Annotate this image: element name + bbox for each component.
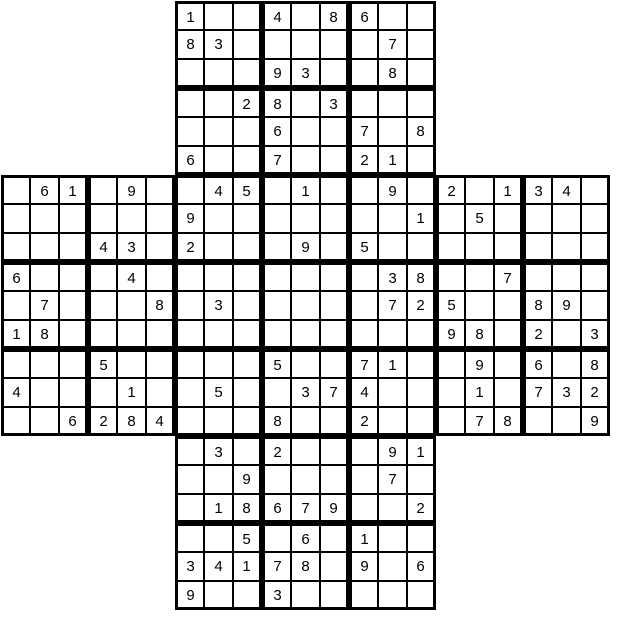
sudoku-cell-empty[interactable] — [378, 581, 407, 610]
sudoku-cell-given[interactable]: 4 — [349, 378, 378, 407]
sudoku-cell-given[interactable]: 1 — [465, 378, 494, 407]
sudoku-cell-given[interactable]: 2 — [581, 378, 610, 407]
sudoku-cell-empty[interactable] — [204, 349, 233, 378]
sudoku-cell-empty[interactable] — [175, 436, 204, 465]
sudoku-cell-empty[interactable] — [1, 349, 30, 378]
sudoku-cell-given[interactable]: 3 — [204, 291, 233, 320]
sudoku-cell-empty[interactable] — [291, 204, 320, 233]
sudoku-cell-given[interactable]: 8 — [407, 117, 436, 146]
sudoku-cell-empty[interactable] — [581, 233, 610, 262]
sudoku-cell-given[interactable]: 8 — [465, 320, 494, 349]
sudoku-cell-empty[interactable] — [552, 349, 581, 378]
sudoku-cell-given[interactable]: 4 — [146, 407, 175, 436]
sudoku-cell-empty[interactable] — [407, 146, 436, 175]
sudoku-cell-empty[interactable] — [436, 378, 465, 407]
sudoku-cell-empty[interactable] — [407, 581, 436, 610]
sudoku-cell-empty[interactable] — [378, 552, 407, 581]
sudoku-cell-empty[interactable] — [320, 146, 349, 175]
sudoku-cell-given[interactable]: 7 — [320, 378, 349, 407]
sudoku-cell-empty[interactable] — [59, 378, 88, 407]
sudoku-cell-empty[interactable] — [349, 88, 378, 117]
sudoku-cell-given[interactable]: 2 — [88, 407, 117, 436]
sudoku-cell-given[interactable]: 8 — [262, 407, 291, 436]
sudoku-cell-empty[interactable] — [175, 349, 204, 378]
sudoku-cell-empty[interactable] — [378, 233, 407, 262]
sudoku-cell-empty[interactable] — [1, 291, 30, 320]
sudoku-cell-given[interactable]: 3 — [175, 552, 204, 581]
sudoku-cell-given[interactable]: 8 — [320, 1, 349, 30]
sudoku-cell-empty[interactable] — [436, 407, 465, 436]
sudoku-cell-empty[interactable] — [407, 465, 436, 494]
sudoku-cell-given[interactable]: 5 — [204, 378, 233, 407]
sudoku-cell-empty[interactable] — [204, 1, 233, 30]
sudoku-cell-given[interactable]: 3 — [320, 88, 349, 117]
sudoku-cell-empty[interactable] — [262, 291, 291, 320]
sudoku-cell-empty[interactable] — [291, 465, 320, 494]
sudoku-cell-empty[interactable] — [436, 204, 465, 233]
sudoku-cell-empty[interactable] — [262, 262, 291, 291]
sudoku-cell-given[interactable]: 3 — [581, 320, 610, 349]
sudoku-cell-given[interactable]: 7 — [465, 407, 494, 436]
sudoku-cell-empty[interactable] — [320, 117, 349, 146]
sudoku-cell-empty[interactable] — [262, 320, 291, 349]
sudoku-cell-given[interactable]: 3 — [204, 30, 233, 59]
sudoku-cell-empty[interactable] — [349, 291, 378, 320]
sudoku-cell-given[interactable]: 9 — [378, 436, 407, 465]
sudoku-cell-given[interactable]: 2 — [349, 407, 378, 436]
sudoku-cell-given[interactable]: 4 — [262, 1, 291, 30]
sudoku-cell-empty[interactable] — [465, 175, 494, 204]
sudoku-cell-given[interactable]: 2 — [523, 320, 552, 349]
sudoku-cell-given[interactable]: 5 — [233, 175, 262, 204]
sudoku-cell-empty[interactable] — [378, 378, 407, 407]
sudoku-cell-given[interactable]: 5 — [233, 523, 262, 552]
sudoku-cell-given[interactable]: 1 — [407, 436, 436, 465]
sudoku-cell-given[interactable]: 5 — [436, 291, 465, 320]
sudoku-cell-empty[interactable] — [436, 233, 465, 262]
sudoku-cell-empty[interactable] — [233, 320, 262, 349]
sudoku-cell-given[interactable]: 9 — [465, 349, 494, 378]
sudoku-cell-empty[interactable] — [407, 233, 436, 262]
sudoku-cell-given[interactable]: 2 — [262, 436, 291, 465]
sudoku-cell-given[interactable]: 4 — [204, 175, 233, 204]
sudoku-cell-empty[interactable] — [59, 233, 88, 262]
sudoku-cell-empty[interactable] — [407, 523, 436, 552]
sudoku-cell-empty[interactable] — [59, 204, 88, 233]
sudoku-cell-given[interactable]: 1 — [59, 175, 88, 204]
sudoku-cell-empty[interactable] — [262, 378, 291, 407]
sudoku-cell-empty[interactable] — [465, 291, 494, 320]
sudoku-cell-empty[interactable] — [88, 291, 117, 320]
sudoku-cell-empty[interactable] — [30, 349, 59, 378]
sudoku-cell-given[interactable]: 9 — [378, 175, 407, 204]
sudoku-cell-empty[interactable] — [59, 291, 88, 320]
sudoku-cell-empty[interactable] — [175, 320, 204, 349]
sudoku-cell-given[interactable]: 2 — [436, 175, 465, 204]
sudoku-cell-empty[interactable] — [262, 30, 291, 59]
sudoku-cell-given[interactable]: 3 — [262, 581, 291, 610]
sudoku-cell-empty[interactable] — [407, 175, 436, 204]
sudoku-cell-given[interactable]: 7 — [378, 465, 407, 494]
sudoku-cell-empty[interactable] — [407, 30, 436, 59]
sudoku-cell-empty[interactable] — [59, 262, 88, 291]
sudoku-cell-empty[interactable] — [523, 204, 552, 233]
sudoku-cell-empty[interactable] — [233, 407, 262, 436]
sudoku-cell-empty[interactable] — [349, 175, 378, 204]
sudoku-cell-empty[interactable] — [204, 204, 233, 233]
sudoku-cell-given[interactable]: 8 — [146, 291, 175, 320]
sudoku-cell-empty[interactable] — [175, 523, 204, 552]
sudoku-cell-empty[interactable] — [320, 523, 349, 552]
sudoku-cell-empty[interactable] — [88, 320, 117, 349]
sudoku-cell-given[interactable]: 8 — [233, 494, 262, 523]
sudoku-cell-empty[interactable] — [320, 204, 349, 233]
sudoku-cell-empty[interactable] — [204, 59, 233, 88]
sudoku-cell-empty[interactable] — [1, 175, 30, 204]
sudoku-cell-empty[interactable] — [262, 233, 291, 262]
sudoku-cell-given[interactable]: 8 — [378, 59, 407, 88]
sudoku-cell-empty[interactable] — [407, 88, 436, 117]
sudoku-cell-given[interactable]: 9 — [262, 59, 291, 88]
sudoku-cell-empty[interactable] — [291, 320, 320, 349]
sudoku-cell-empty[interactable] — [494, 204, 523, 233]
sudoku-cell-empty[interactable] — [175, 291, 204, 320]
sudoku-cell-empty[interactable] — [117, 320, 146, 349]
sudoku-cell-empty[interactable] — [552, 320, 581, 349]
sudoku-cell-empty[interactable] — [233, 204, 262, 233]
sudoku-cell-given[interactable]: 1 — [1, 320, 30, 349]
sudoku-cell-empty[interactable] — [30, 262, 59, 291]
sudoku-cell-empty[interactable] — [407, 59, 436, 88]
sudoku-cell-empty[interactable] — [320, 59, 349, 88]
sudoku-cell-empty[interactable] — [204, 233, 233, 262]
sudoku-cell-empty[interactable] — [407, 320, 436, 349]
sudoku-cell-given[interactable]: 8 — [407, 262, 436, 291]
sudoku-cell-given[interactable]: 8 — [581, 349, 610, 378]
sudoku-cell-empty[interactable] — [436, 349, 465, 378]
sudoku-cell-given[interactable]: 4 — [552, 175, 581, 204]
sudoku-cell-empty[interactable] — [233, 117, 262, 146]
sudoku-cell-empty[interactable] — [204, 465, 233, 494]
sudoku-cell-empty[interactable] — [204, 523, 233, 552]
sudoku-cell-empty[interactable] — [88, 204, 117, 233]
sudoku-cell-empty[interactable] — [320, 175, 349, 204]
sudoku-cell-empty[interactable] — [175, 117, 204, 146]
sudoku-cell-empty[interactable] — [233, 291, 262, 320]
sudoku-cell-given[interactable]: 8 — [175, 30, 204, 59]
sudoku-cell-empty[interactable] — [494, 291, 523, 320]
sudoku-cell-empty[interactable] — [233, 436, 262, 465]
sudoku-cell-given[interactable]: 1 — [291, 175, 320, 204]
sudoku-cell-empty[interactable] — [146, 175, 175, 204]
sudoku-cell-empty[interactable] — [349, 262, 378, 291]
sudoku-cell-empty[interactable] — [291, 262, 320, 291]
sudoku-cell-empty[interactable] — [291, 30, 320, 59]
sudoku-cell-empty[interactable] — [59, 320, 88, 349]
sudoku-cell-given[interactable]: 1 — [407, 204, 436, 233]
sudoku-cell-empty[interactable] — [436, 262, 465, 291]
sudoku-cell-empty[interactable] — [117, 291, 146, 320]
sudoku-cell-empty[interactable] — [291, 291, 320, 320]
sudoku-cell-empty[interactable] — [407, 349, 436, 378]
sudoku-cell-empty[interactable] — [291, 117, 320, 146]
sudoku-cell-empty[interactable] — [581, 291, 610, 320]
sudoku-cell-empty[interactable] — [378, 407, 407, 436]
sudoku-cell-empty[interactable] — [117, 204, 146, 233]
sudoku-cell-empty[interactable] — [175, 88, 204, 117]
sudoku-cell-empty[interactable] — [320, 436, 349, 465]
sudoku-cell-empty[interactable] — [320, 581, 349, 610]
sudoku-cell-given[interactable]: 7 — [349, 117, 378, 146]
sudoku-cell-given[interactable]: 6 — [291, 523, 320, 552]
sudoku-cell-empty[interactable] — [320, 291, 349, 320]
sudoku-cell-given[interactable]: 9 — [436, 320, 465, 349]
sudoku-cell-given[interactable]: 6 — [59, 407, 88, 436]
sudoku-cell-empty[interactable] — [146, 349, 175, 378]
sudoku-cell-empty[interactable] — [349, 465, 378, 494]
sudoku-cell-empty[interactable] — [291, 1, 320, 30]
sudoku-cell-empty[interactable] — [146, 204, 175, 233]
sudoku-cell-empty[interactable] — [465, 233, 494, 262]
sudoku-cell-given[interactable]: 1 — [349, 523, 378, 552]
sudoku-cell-empty[interactable] — [407, 1, 436, 30]
sudoku-cell-empty[interactable] — [233, 378, 262, 407]
sudoku-cell-given[interactable]: 9 — [175, 204, 204, 233]
sudoku-cell-empty[interactable] — [291, 349, 320, 378]
sudoku-cell-empty[interactable] — [349, 30, 378, 59]
sudoku-cell-given[interactable]: 6 — [262, 117, 291, 146]
sudoku-cell-empty[interactable] — [175, 407, 204, 436]
sudoku-cell-given[interactable]: 7 — [30, 291, 59, 320]
sudoku-cell-empty[interactable] — [204, 117, 233, 146]
sudoku-cell-empty[interactable] — [523, 262, 552, 291]
sudoku-cell-empty[interactable] — [378, 320, 407, 349]
sudoku-cell-empty[interactable] — [30, 204, 59, 233]
sudoku-cell-empty[interactable] — [320, 465, 349, 494]
sudoku-cell-empty[interactable] — [233, 146, 262, 175]
sudoku-cell-empty[interactable] — [30, 378, 59, 407]
sudoku-cell-empty[interactable] — [233, 30, 262, 59]
sudoku-cell-given[interactable]: 9 — [175, 581, 204, 610]
sudoku-cell-given[interactable]: 1 — [175, 1, 204, 30]
sudoku-cell-empty[interactable] — [320, 320, 349, 349]
sudoku-cell-empty[interactable] — [233, 349, 262, 378]
sudoku-cell-given[interactable]: 9 — [552, 291, 581, 320]
sudoku-cell-empty[interactable] — [552, 204, 581, 233]
sudoku-cell-empty[interactable] — [320, 262, 349, 291]
sudoku-cell-given[interactable]: 1 — [204, 494, 233, 523]
sudoku-cell-empty[interactable] — [146, 320, 175, 349]
sudoku-cell-given[interactable]: 9 — [117, 175, 146, 204]
sudoku-cell-given[interactable]: 1 — [378, 146, 407, 175]
sudoku-cell-given[interactable]: 3 — [117, 233, 146, 262]
sudoku-cell-empty[interactable] — [291, 436, 320, 465]
sudoku-cell-empty[interactable] — [291, 581, 320, 610]
sudoku-cell-given[interactable]: 3 — [552, 378, 581, 407]
sudoku-cell-empty[interactable] — [262, 523, 291, 552]
sudoku-cell-given[interactable]: 3 — [291, 378, 320, 407]
sudoku-cell-given[interactable]: 3 — [378, 262, 407, 291]
sudoku-cell-given[interactable]: 7 — [494, 262, 523, 291]
sudoku-cell-empty[interactable] — [349, 581, 378, 610]
sudoku-cell-empty[interactable] — [175, 378, 204, 407]
sudoku-cell-given[interactable]: 1 — [378, 349, 407, 378]
sudoku-cell-empty[interactable] — [320, 30, 349, 59]
sudoku-cell-empty[interactable] — [233, 1, 262, 30]
sudoku-cell-given[interactable]: 1 — [233, 552, 262, 581]
sudoku-cell-given[interactable]: 9 — [349, 552, 378, 581]
sudoku-cell-given[interactable]: 3 — [204, 436, 233, 465]
sudoku-cell-given[interactable]: 6 — [175, 146, 204, 175]
sudoku-cell-empty[interactable] — [262, 465, 291, 494]
sudoku-cell-given[interactable]: 7 — [523, 378, 552, 407]
sudoku-cell-given[interactable]: 2 — [407, 291, 436, 320]
sudoku-cell-empty[interactable] — [581, 204, 610, 233]
sudoku-cell-empty[interactable] — [146, 262, 175, 291]
sudoku-cell-empty[interactable] — [494, 378, 523, 407]
sudoku-cell-given[interactable]: 5 — [262, 349, 291, 378]
sudoku-cell-given[interactable]: 7 — [262, 146, 291, 175]
sudoku-cell-empty[interactable] — [204, 581, 233, 610]
sudoku-cell-empty[interactable] — [175, 262, 204, 291]
sudoku-cell-given[interactable]: 7 — [349, 349, 378, 378]
sudoku-cell-empty[interactable] — [378, 204, 407, 233]
sudoku-cell-empty[interactable] — [349, 204, 378, 233]
sudoku-cell-empty[interactable] — [175, 59, 204, 88]
sudoku-cell-empty[interactable] — [581, 175, 610, 204]
sudoku-cell-empty[interactable] — [291, 146, 320, 175]
sudoku-cell-given[interactable]: 8 — [117, 407, 146, 436]
sudoku-cell-given[interactable]: 5 — [88, 349, 117, 378]
sudoku-cell-empty[interactable] — [262, 175, 291, 204]
sudoku-cell-empty[interactable] — [175, 494, 204, 523]
sudoku-cell-empty[interactable] — [494, 349, 523, 378]
sudoku-cell-empty[interactable] — [378, 1, 407, 30]
sudoku-cell-given[interactable]: 6 — [349, 1, 378, 30]
sudoku-cell-given[interactable]: 6 — [262, 494, 291, 523]
sudoku-cell-empty[interactable] — [378, 523, 407, 552]
sudoku-cell-empty[interactable] — [523, 407, 552, 436]
sudoku-cell-empty[interactable] — [552, 233, 581, 262]
sudoku-cell-given[interactable]: 7 — [378, 30, 407, 59]
sudoku-cell-given[interactable]: 4 — [1, 378, 30, 407]
sudoku-cell-empty[interactable] — [204, 320, 233, 349]
sudoku-cell-given[interactable]: 4 — [204, 552, 233, 581]
sudoku-cell-given[interactable]: 6 — [30, 175, 59, 204]
sudoku-cell-empty[interactable] — [233, 581, 262, 610]
sudoku-cell-empty[interactable] — [349, 320, 378, 349]
sudoku-cell-given[interactable]: 9 — [581, 407, 610, 436]
sudoku-cell-given[interactable]: 3 — [523, 175, 552, 204]
sudoku-cell-given[interactable]: 8 — [494, 407, 523, 436]
sudoku-cell-empty[interactable] — [320, 349, 349, 378]
sudoku-cell-empty[interactable] — [88, 175, 117, 204]
sudoku-cell-empty[interactable] — [233, 233, 262, 262]
sudoku-cell-empty[interactable] — [349, 494, 378, 523]
sudoku-cell-empty[interactable] — [204, 407, 233, 436]
sudoku-cell-empty[interactable] — [175, 465, 204, 494]
sudoku-cell-empty[interactable] — [494, 320, 523, 349]
sudoku-cell-empty[interactable] — [146, 233, 175, 262]
sudoku-cell-empty[interactable] — [1, 407, 30, 436]
sudoku-cell-empty[interactable] — [1, 204, 30, 233]
sudoku-cell-empty[interactable] — [59, 349, 88, 378]
sudoku-cell-empty[interactable] — [320, 407, 349, 436]
sudoku-cell-given[interactable]: 6 — [1, 262, 30, 291]
sudoku-cell-given[interactable]: 2 — [407, 494, 436, 523]
sudoku-cell-given[interactable]: 7 — [291, 494, 320, 523]
sudoku-cell-given[interactable]: 9 — [291, 233, 320, 262]
sudoku-cell-empty[interactable] — [204, 88, 233, 117]
sudoku-cell-given[interactable]: 4 — [88, 233, 117, 262]
sudoku-cell-given[interactable]: 8 — [30, 320, 59, 349]
sudoku-cell-empty[interactable] — [320, 552, 349, 581]
sudoku-cell-given[interactable]: 4 — [117, 262, 146, 291]
sudoku-cell-empty[interactable] — [117, 349, 146, 378]
sudoku-cell-given[interactable]: 8 — [262, 88, 291, 117]
sudoku-cell-given[interactable]: 8 — [523, 291, 552, 320]
sudoku-cell-empty[interactable] — [175, 175, 204, 204]
sudoku-cell-given[interactable]: 6 — [523, 349, 552, 378]
sudoku-cell-given[interactable]: 7 — [378, 291, 407, 320]
sudoku-cell-given[interactable]: 2 — [233, 88, 262, 117]
sudoku-cell-empty[interactable] — [349, 436, 378, 465]
sudoku-cell-empty[interactable] — [378, 494, 407, 523]
sudoku-cell-given[interactable]: 1 — [494, 175, 523, 204]
sudoku-cell-empty[interactable] — [378, 88, 407, 117]
sudoku-cell-given[interactable]: 8 — [291, 552, 320, 581]
sudoku-cell-given[interactable]: 2 — [175, 233, 204, 262]
sudoku-cell-given[interactable]: 2 — [349, 146, 378, 175]
sudoku-cell-empty[interactable] — [204, 146, 233, 175]
sudoku-cell-empty[interactable] — [1, 233, 30, 262]
sudoku-cell-empty[interactable] — [494, 233, 523, 262]
sudoku-cell-empty[interactable] — [88, 378, 117, 407]
sudoku-cell-given[interactable]: 5 — [465, 204, 494, 233]
sudoku-cell-given[interactable]: 3 — [291, 59, 320, 88]
sudoku-cell-empty[interactable] — [523, 233, 552, 262]
sudoku-cell-empty[interactable] — [88, 262, 117, 291]
sudoku-cell-empty[interactable] — [262, 204, 291, 233]
sudoku-cell-empty[interactable] — [30, 407, 59, 436]
sudoku-cell-empty[interactable] — [233, 59, 262, 88]
sudoku-cell-empty[interactable] — [233, 262, 262, 291]
sudoku-cell-empty[interactable] — [407, 378, 436, 407]
sudoku-cell-given[interactable]: 9 — [233, 465, 262, 494]
sudoku-cell-empty[interactable] — [291, 407, 320, 436]
sudoku-cell-empty[interactable] — [204, 262, 233, 291]
sudoku-cell-given[interactable]: 7 — [262, 552, 291, 581]
sudoku-cell-empty[interactable] — [552, 262, 581, 291]
sudoku-cell-given[interactable]: 9 — [320, 494, 349, 523]
sudoku-cell-empty[interactable] — [378, 117, 407, 146]
sudoku-cell-empty[interactable] — [552, 407, 581, 436]
sudoku-cell-empty[interactable] — [291, 88, 320, 117]
sudoku-cell-empty[interactable] — [146, 378, 175, 407]
sudoku-cell-empty[interactable] — [465, 262, 494, 291]
sudoku-cell-given[interactable]: 6 — [407, 552, 436, 581]
sudoku-cell-given[interactable]: 1 — [117, 378, 146, 407]
sudoku-cell-given[interactable]: 5 — [349, 233, 378, 262]
sudoku-cell-empty[interactable] — [30, 233, 59, 262]
sudoku-cell-empty[interactable] — [407, 407, 436, 436]
sudoku-cell-empty[interactable] — [349, 59, 378, 88]
sudoku-cell-empty[interactable] — [320, 233, 349, 262]
sudoku-cell-empty[interactable] — [581, 262, 610, 291]
